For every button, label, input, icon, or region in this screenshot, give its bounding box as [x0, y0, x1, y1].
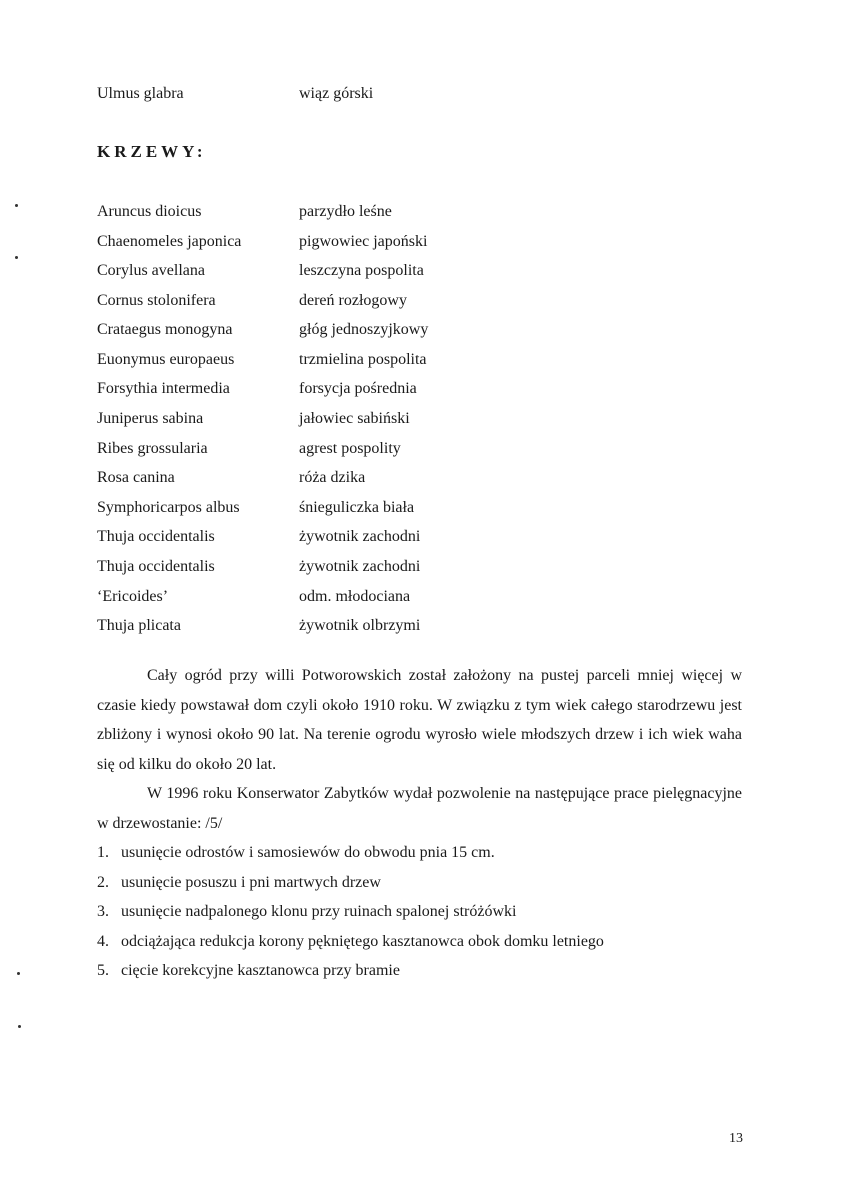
shrub-latin: Corylus avellana: [97, 262, 205, 279]
shrub-polish: żywotnik zachodni: [299, 558, 421, 575]
paragraph-konserwator: W 1996 roku Konserwator Zabytków wydał pozwolenie na następujące prace pielęgnacyjne w drzewostanie: /5/: [97, 785, 742, 832]
shrub-latin: Euonymus europaeus: [97, 351, 235, 368]
shrub-polish: leszczyna pospolita: [299, 262, 424, 279]
list-item: [97, 956, 604, 986]
section-heading: KRZEWY:: [97, 142, 207, 161]
list-item-number: 3.: [97, 903, 109, 920]
list-item-number: 1.: [97, 844, 109, 861]
scan-speck: [18, 1025, 21, 1028]
works-list: [97, 838, 604, 986]
shrub-polish: róża dzika: [299, 469, 366, 486]
shrub-polish: trzmielina pospolita: [299, 351, 427, 368]
list-item: [97, 868, 604, 898]
scan-speck: [15, 256, 18, 259]
shrub-polish: parzydło leśne: [299, 203, 392, 220]
shrub-latin: Thuja plicata: [97, 617, 181, 634]
body-text: [97, 661, 742, 838]
paragraph-ogrod: Cały ogród przy willi Potworowskich został założony na pustej parceli mniej więcej w czasie kiedy powstawał dom czyli około 1910 roku. W związku z tym wiek całego starodrzewu jest zbliżony i wynosi około 90 lat. Na terenie ogrodu wyrosło wiele młodszych drzew i ich wiek waha się od kilku do około 20 lat.: [97, 667, 742, 773]
list-item-number: 5.: [97, 962, 109, 979]
shrub-latin: Thuja occidentalis: [97, 528, 215, 545]
shrub-latin: ‘Ericoides’: [97, 588, 169, 605]
shrub-latin: Cornus stolonifera: [97, 292, 216, 309]
shrub-polish: żywotnik zachodni: [299, 528, 421, 545]
shrub-latin: Ribes grossularia: [97, 440, 208, 457]
shrub-latin: Rosa canina: [97, 469, 175, 486]
list-item-number: 2.: [97, 873, 109, 891]
shrub-polish: pigwowiec japoński: [299, 233, 428, 250]
scan-speck: [15, 204, 18, 207]
top-entry-polish: wiąz górski: [299, 85, 374, 102]
shrub-latin: Thuja occidentalis: [97, 558, 215, 575]
shrub-polish: forsycja pośrednia: [299, 380, 417, 397]
shrub-polish: żywotnik olbrzymi: [299, 617, 421, 634]
list-item: [97, 897, 604, 927]
list-item-text: usunięcie nadpalonego klonu przy ruinach spalonej stróżówki: [121, 903, 517, 920]
shrub-polish: odm. młodociana: [299, 588, 411, 605]
list-item-text: cięcie korekcyjne kasztanowca przy bramie: [121, 962, 400, 979]
list-item-text: usunięcie posuszu i pni martwych drzew: [121, 873, 381, 891]
shrub-polish: śnieguliczka biała: [299, 499, 415, 516]
shrub-latin: Juniperus sabina: [97, 410, 204, 427]
shrub-polish: jałowiec sabiński: [299, 410, 410, 427]
scan-speck: [17, 972, 20, 975]
shrub-latin: Forsythia intermedia: [97, 380, 230, 397]
shrub-latin: Aruncus dioicus: [97, 203, 202, 220]
shrub-polish: dereń rozłogowy: [299, 292, 407, 309]
list-item: [97, 927, 604, 957]
list-item: [97, 838, 604, 868]
top-entry-latin: Ulmus glabra: [97, 85, 184, 102]
shrub-latin: Chaenomeles japonica: [97, 233, 242, 250]
list-item-text: odciążająca redukcja korony pękniętego kasztanowca obok domku letniego: [121, 932, 604, 950]
shrub-polish: głóg jednoszyjkowy: [299, 321, 429, 338]
list-item-number: 4.: [97, 932, 109, 950]
shrub-latin: Crataegus monogyna: [97, 321, 233, 338]
shrub-latin: Symphoricarpos albus: [97, 499, 240, 516]
page-number: 13: [729, 1131, 743, 1146]
shrub-polish: agrest pospolity: [299, 440, 401, 457]
list-item-text: usunięcie odrostów i samosiewów do obwodu pnia 15 cm.: [121, 844, 495, 861]
